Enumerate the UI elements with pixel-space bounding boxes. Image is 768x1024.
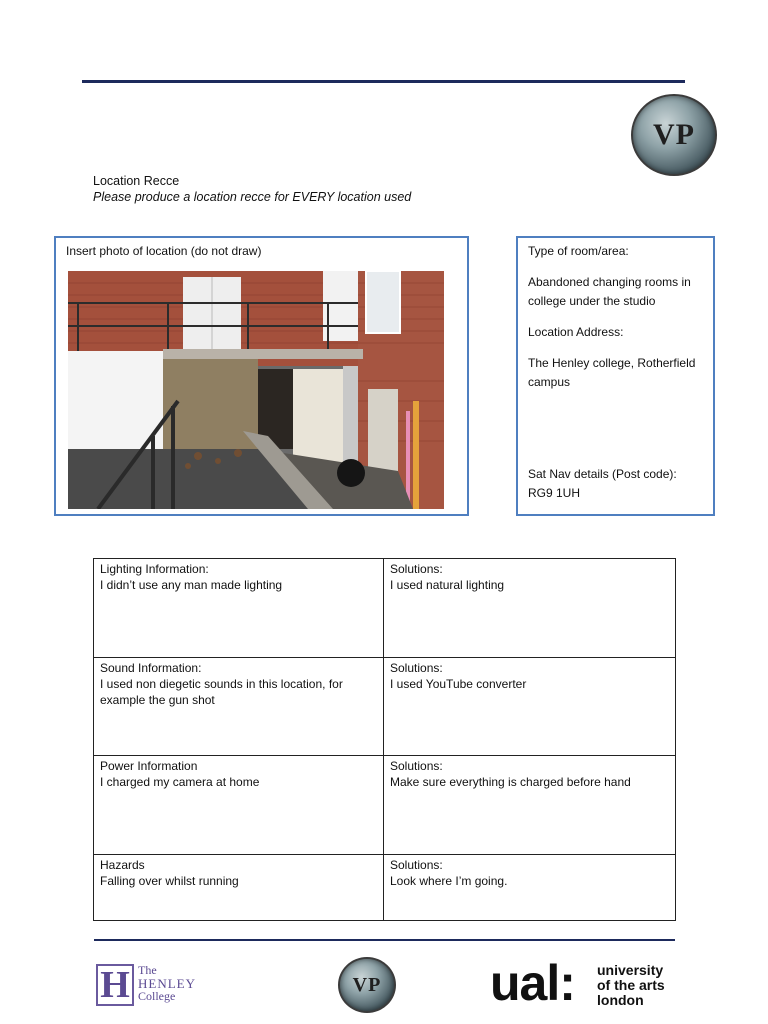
lighting-solution-cell — [384, 559, 676, 658]
satnav-label: Sat Nav details (Post code): — [528, 467, 677, 481]
vp-logo-footer — [338, 957, 396, 1013]
hazards-cell — [94, 855, 384, 921]
location-details-box — [516, 236, 715, 516]
vp-logo — [631, 94, 717, 176]
sound-solution-title: Solutions: — [390, 661, 443, 675]
address-value: The Henley college, Rotherfield campus — [528, 356, 696, 389]
recce-table — [93, 558, 676, 921]
photo-box — [54, 236, 469, 516]
table-row — [94, 756, 676, 855]
top-divider — [82, 80, 685, 83]
henley-college-logo — [96, 964, 196, 1008]
sound-cell — [94, 658, 384, 756]
power-solution-title: Solutions: — [390, 759, 443, 773]
sound-solution-text: I used YouTube converter — [390, 677, 527, 691]
page-subtitle: Please produce a location recce for EVERY location used — [93, 190, 412, 204]
vp-logo-footer-text: VP — [352, 973, 382, 996]
lighting-solution-text: I used natural lighting — [390, 578, 505, 592]
address-label: Location Address: — [528, 325, 624, 339]
vp-logo-text: VP — [653, 118, 695, 151]
ual-logo-mark: ual: — [490, 955, 575, 1011]
page-heading — [93, 173, 411, 205]
ual-line3: london — [597, 992, 644, 1008]
lighting-cell — [94, 559, 384, 658]
henley-line2: HENLEY — [138, 976, 196, 991]
ual-logo — [490, 955, 680, 1011]
table-row — [94, 559, 676, 658]
power-cell — [94, 756, 384, 855]
hazards-text: Falling over whilst running — [100, 874, 239, 888]
sound-title: Sound Information: — [100, 661, 202, 675]
ual-line2: of the arts — [597, 977, 665, 993]
photo-box-label: Insert photo of location (do not draw) — [66, 244, 262, 258]
lighting-solution-title: Solutions: — [390, 562, 443, 576]
lighting-text: I didn’t use any man made lighting — [100, 578, 283, 592]
henley-line1: The — [138, 963, 157, 977]
ual-line1: university — [597, 962, 664, 978]
satnav-value: RG9 1UH — [528, 486, 581, 500]
power-text: I charged my camera at home — [100, 775, 260, 789]
sound-text: I used non diegetic sounds in this location, for example the gun shot — [100, 677, 343, 707]
page-title: Location Recce — [93, 174, 180, 188]
table-row — [94, 658, 676, 756]
hazards-solution-text: Look where I’m going. — [390, 874, 508, 888]
sound-solution-cell — [384, 658, 676, 756]
hazards-solution-cell — [384, 855, 676, 921]
table-row — [94, 855, 676, 921]
henley-logo-mark: H — [96, 964, 134, 1006]
power-solution-cell — [384, 756, 676, 855]
henley-logo-text — [138, 964, 196, 1003]
hazards-title: Hazards — [100, 858, 145, 872]
ual-logo-text — [597, 963, 665, 1008]
hazards-solution-title: Solutions: — [390, 858, 443, 872]
location-photo — [68, 271, 444, 509]
bottom-divider — [94, 939, 675, 941]
room-type-value: Abandoned changing rooms in college under the studio — [528, 275, 691, 308]
location-photo-image — [68, 271, 444, 509]
power-title: Power Information — [100, 759, 198, 773]
henley-line3: College — [138, 989, 176, 1003]
room-type-label: Type of room/area: — [528, 244, 629, 258]
power-solution-text: Make sure everything is charged before hand — [390, 775, 631, 789]
lighting-title: Lighting Information: — [100, 562, 209, 576]
